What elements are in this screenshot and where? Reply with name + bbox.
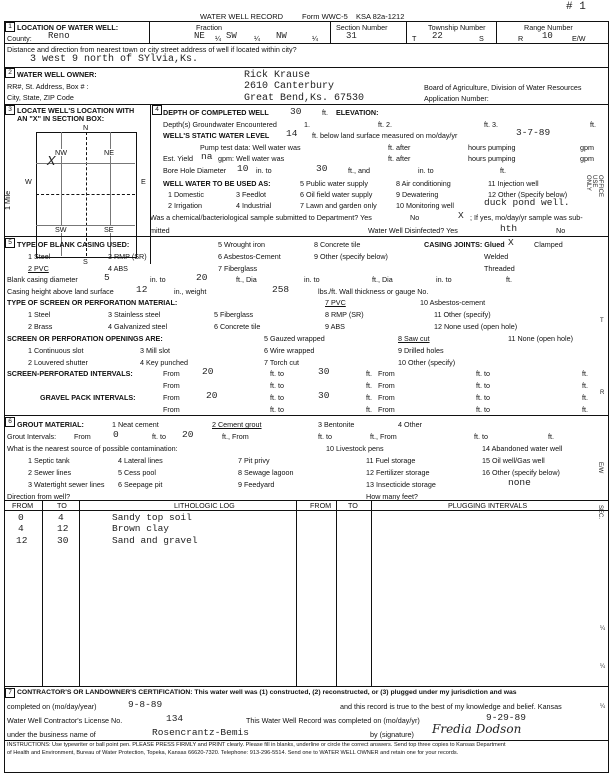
pump-after: ft. after bbox=[388, 143, 411, 152]
use-12: 12 Other (Specify below) bbox=[488, 190, 568, 199]
pump-hours: hours pumping bbox=[468, 143, 516, 152]
disinfect-no: No bbox=[556, 226, 566, 235]
grout-ft-to-2: ft. to bbox=[318, 432, 332, 441]
use-7: 7 Lawn and garden only bbox=[300, 201, 377, 210]
blank-dia-label: Blank casing diameter bbox=[7, 275, 78, 284]
sidebar-t: T bbox=[600, 318, 604, 324]
yield-after: ft. after bbox=[388, 154, 411, 163]
corner-note: # 1 bbox=[566, 1, 586, 13]
contam-6: 6 Seepage pit bbox=[118, 480, 163, 489]
township-value: 22 bbox=[432, 31, 443, 41]
grout-ft-from: ft., From bbox=[222, 432, 249, 441]
screen-4: 4 Galvanized steel bbox=[108, 322, 168, 331]
open-2: 2 Louvered shutter bbox=[28, 358, 88, 367]
county-value: Reno bbox=[48, 31, 70, 41]
gr-ft-to: ft. to bbox=[270, 393, 284, 402]
bore-depth: 30 bbox=[316, 163, 328, 174]
quarter-3: ¼ bbox=[312, 34, 318, 43]
blank-dia-3: ft., Dia bbox=[372, 275, 393, 284]
gravel-from-value: 20 bbox=[206, 390, 218, 401]
se-label: SE bbox=[104, 225, 114, 234]
log-row-3-desc: Sand and gravel bbox=[112, 535, 198, 546]
owner-label: WATER WELL OWNER: bbox=[17, 70, 97, 79]
gw-1: 1. bbox=[304, 120, 310, 129]
contam-7: 7 Pit privy bbox=[238, 456, 270, 465]
depth-label: DEPTH OF COMPLETED WELL bbox=[163, 108, 269, 117]
casing-6: 6 Asbestos-Cement bbox=[218, 252, 281, 261]
certification-text: CONTRACTOR'S OR LANDOWNER'S CERTIFICATION: This water well was (1) constructed, (2) reconstructed, or (3) plugged under my jurisdiction and was bbox=[17, 689, 517, 696]
sw-label: SW bbox=[55, 225, 67, 234]
pump-test-label: Pump test data: Well water was bbox=[200, 143, 301, 152]
gr-from-row2b: From bbox=[378, 405, 395, 414]
open-8: 8 Saw cut bbox=[398, 334, 430, 343]
board-label: Board of Agriculture, Division of Water Resources bbox=[424, 83, 582, 92]
depth-value: 30 bbox=[290, 106, 302, 117]
contam-11: 11 Fuel storage bbox=[366, 456, 416, 465]
use-1: 1 Domestic bbox=[168, 190, 204, 199]
casing-8: 8 Concrete tile bbox=[314, 240, 361, 249]
openings-label: SCREEN OR PERFORATION OPENINGS ARE: bbox=[7, 334, 163, 343]
scr-from-label: From bbox=[163, 369, 180, 378]
township-prefix: T bbox=[412, 34, 417, 43]
owner-name: Rick Krause bbox=[244, 70, 311, 81]
contam-13: 13 Insecticide storage bbox=[366, 480, 436, 489]
yield-label: Est. Yield bbox=[163, 154, 193, 163]
sidebar-quarter-1: ¼ bbox=[600, 626, 606, 632]
use-4: 4 Industrial bbox=[236, 201, 272, 210]
gravel-label: GRAVEL PACK INTERVALS: bbox=[40, 393, 136, 402]
gr-ft-to-row2b: ft. to bbox=[476, 405, 490, 414]
open-6: 6 Wire wrapped bbox=[264, 346, 315, 355]
scr-from-row2b: From bbox=[378, 381, 395, 390]
groundwater-label: Depth(s) Groundwater Encountered bbox=[163, 120, 277, 129]
casing-height-label: Casing height above land surface bbox=[7, 287, 114, 296]
county-label: County: bbox=[7, 34, 32, 43]
log-row-2-desc: Brown clay bbox=[112, 523, 170, 534]
nw-label: NW bbox=[55, 148, 67, 157]
blank-in-to-2: in. to bbox=[304, 275, 320, 284]
log-row-1-desc: Sandy top soil bbox=[112, 512, 192, 523]
use-other-value: duck pond well. bbox=[484, 197, 570, 208]
gr-ft-row2: ft. bbox=[366, 405, 372, 414]
contamination-other-value: none bbox=[508, 477, 531, 488]
screen-5: 5 Fiberglass bbox=[214, 310, 254, 319]
contam-12: 12 Fertilizer storage bbox=[366, 468, 430, 477]
depth-ft: ft. bbox=[322, 108, 328, 117]
south-label: S bbox=[83, 257, 88, 266]
bore-ft: ft. bbox=[500, 166, 506, 175]
log-header-from: FROM bbox=[12, 501, 34, 510]
range-dir: E/W bbox=[572, 34, 586, 43]
scr-ft-to-row2b: ft. to bbox=[476, 381, 490, 390]
screen-3: 3 Stainless steel bbox=[108, 310, 161, 319]
bore-ft-and: ft., and bbox=[348, 166, 370, 175]
gr-ft-to-row2: ft. to bbox=[270, 405, 284, 414]
sidebar-r: R bbox=[600, 390, 605, 396]
contam-3: 3 Watertight sewer lines bbox=[28, 480, 105, 489]
sidebar-sec: SEC. bbox=[597, 505, 603, 520]
submitted-label: mitted bbox=[150, 226, 170, 235]
open-1: 1 Continuous slot bbox=[28, 346, 84, 355]
use-3: 3 Feedlot bbox=[236, 190, 266, 199]
yield-gpm: gpm: Well water was bbox=[218, 154, 285, 163]
use-8: 8 Air conditioning bbox=[396, 179, 451, 188]
grout-ft-to-3: ft. to bbox=[474, 432, 488, 441]
direction-label: Direction from well? bbox=[7, 492, 71, 501]
completed-value: 9-8-89 bbox=[128, 699, 163, 710]
fraction-1: NE bbox=[194, 31, 205, 41]
township-label: Township Number bbox=[428, 23, 486, 32]
section-2-number: 2 bbox=[5, 68, 15, 78]
contam-2: 2 Sewer lines bbox=[28, 468, 72, 477]
chem-rest: ; If yes, mo/day/yr sample was sub- bbox=[470, 213, 583, 222]
gr-from-label: From bbox=[163, 393, 180, 402]
casing-9: 9 Other (specify below) bbox=[314, 252, 388, 261]
use-9: 9 Dewatering bbox=[396, 190, 439, 199]
log-row-3-to: 30 bbox=[57, 535, 69, 546]
yield-gpm-end: gpm bbox=[580, 154, 594, 163]
form-title: WATER WELL RECORD bbox=[200, 12, 284, 21]
contam-8: 8 Sewage lagoon bbox=[238, 468, 294, 477]
joints-clamped: Clamped bbox=[534, 240, 563, 249]
open-5: 5 Gauzed wrapped bbox=[264, 334, 325, 343]
yield-value: na bbox=[201, 151, 213, 162]
log-header-from-2: FROM bbox=[310, 501, 332, 510]
log-row-2-from: 4 bbox=[18, 523, 24, 534]
grout-from-label: From bbox=[74, 432, 91, 441]
log-row-3-from: 12 bbox=[16, 535, 28, 546]
gr-ft-end: ft. bbox=[582, 393, 588, 402]
screen-11: 11 Other (specify) bbox=[434, 310, 491, 319]
casing-4: 4 ABS bbox=[108, 264, 128, 273]
joints-mark: X bbox=[508, 237, 514, 248]
casing-height-value: 12 bbox=[136, 284, 148, 295]
quarter-1: ¼ bbox=[215, 34, 221, 43]
open-11: 11 None (open hole) bbox=[508, 334, 573, 343]
office-use-label: OFFICE USE ONLY bbox=[585, 175, 603, 197]
grout-from-value: 0 bbox=[113, 429, 119, 440]
open-4: 4 Key punched bbox=[140, 358, 188, 367]
open-10: 10 Other (specify) bbox=[398, 358, 456, 367]
contam-5: 5 Cess pool bbox=[118, 468, 156, 477]
gr-ft: ft. bbox=[366, 393, 372, 402]
joints-welded: Welded bbox=[484, 252, 509, 261]
weight-value: 258 bbox=[272, 284, 290, 295]
contamination-label: What is the nearest source of possible contamination: bbox=[7, 444, 178, 453]
contam-16: 16 Other (specify below) bbox=[482, 468, 560, 477]
form-number: Form WWC-5 bbox=[302, 12, 348, 21]
range-value: 10 bbox=[542, 31, 553, 41]
sidebar-quarter-2: ¼ bbox=[600, 664, 606, 670]
disinfect-label: Water Well Disinfected? Yes bbox=[368, 226, 458, 235]
pump-gpm: gpm bbox=[580, 143, 594, 152]
distance-value: 3 west 9 north of SYlvia,Ks. bbox=[30, 54, 199, 65]
casing-7: 7 Fiberglass bbox=[218, 264, 258, 273]
use-5: 5 Public water supply bbox=[300, 179, 368, 188]
elevation-label: ELEVATION: bbox=[336, 108, 379, 117]
cert-text-2: and this record is true to the best of my knowledge and belief. Kansas bbox=[340, 702, 562, 711]
static-level-date: 3-7-89 bbox=[516, 127, 551, 138]
business-value: Rosencrantz-Bemis bbox=[152, 727, 249, 738]
section-7-number: 7 bbox=[5, 688, 15, 698]
gw-3: ft. 3. bbox=[484, 120, 498, 129]
contam-15: 15 Oil well/Gas well bbox=[482, 456, 545, 465]
section-number-value: 31 bbox=[346, 31, 357, 41]
city-label: City, State, ZIP Code bbox=[7, 93, 74, 102]
locate-title-1: LOCATE WELL'S LOCATION WITH bbox=[17, 106, 135, 115]
casing-5: 5 Wrought iron bbox=[218, 240, 266, 249]
scr-ft-row2: ft. bbox=[366, 381, 372, 390]
contam-14: 14 Abandoned water well bbox=[482, 444, 563, 453]
grout-ft: ft. bbox=[548, 432, 554, 441]
east-label: E bbox=[141, 177, 146, 186]
license-label: Water Well Contractor's License No. bbox=[7, 716, 123, 725]
static-level-value: 14 bbox=[286, 128, 298, 139]
use-2: 2 Irrigation bbox=[168, 201, 202, 210]
screen-to-value: 30 bbox=[318, 366, 330, 377]
gravel-to-value: 30 bbox=[318, 390, 330, 401]
casing-1: 1 Steel bbox=[28, 252, 51, 261]
bore-label: Bore Hole Diameter bbox=[163, 166, 227, 175]
business-label: under the business name of bbox=[7, 730, 96, 739]
section-4-number: 4 bbox=[152, 105, 162, 115]
sidebar-ew: E/W bbox=[597, 462, 603, 474]
screen-9: 9 ABS bbox=[325, 322, 345, 331]
grout-label: GROUT MATERIAL: bbox=[17, 420, 84, 429]
use-label: WELL WATER TO BE USED AS: bbox=[163, 179, 271, 188]
city-value: Great Bend,Ks. 67530 bbox=[244, 93, 365, 104]
scr-ft-end-row2: ft. bbox=[582, 381, 588, 390]
signature: Fredia Dodson bbox=[432, 722, 522, 736]
completed-label: completed on (mo/day/year) bbox=[7, 702, 97, 711]
screen-7: 7 PVC bbox=[325, 298, 346, 307]
how-many-feet-label: How many feet? bbox=[366, 492, 418, 501]
bore-in-to-2: in. to bbox=[418, 166, 434, 175]
grout-ft-from-2: ft., From bbox=[370, 432, 397, 441]
north-label: N bbox=[83, 123, 89, 132]
ksa-number: KSA 82a-1212 bbox=[356, 12, 405, 21]
fraction-label: Fraction bbox=[196, 23, 222, 32]
contam-4: 4 Lateral lines bbox=[118, 456, 163, 465]
section-5-number: 5 bbox=[5, 238, 15, 248]
yield-hours: hours pumping bbox=[468, 154, 516, 163]
screen-6: 6 Concrete tile bbox=[214, 322, 261, 331]
screen-10: 10 Asbestos-cement bbox=[420, 298, 486, 307]
contam-9: 9 Feedyard bbox=[238, 480, 275, 489]
grout-intervals-label: Grout Intervals: bbox=[7, 432, 57, 441]
log-row-1-to: 4 bbox=[58, 512, 64, 523]
log-row-2-to: 12 bbox=[57, 523, 69, 534]
log-header-lithologic: LITHOLOGIC LOG bbox=[174, 501, 235, 510]
gr-from-row2: From bbox=[163, 405, 180, 414]
instructions-line-1: INSTRUCTIONS: Use typewriter or ball point pen. PLEASE PRESS FIRMLY and PRINT clearly. Please fill in blanks, underline or circle the correct answers. Send top three copies to Kansas Department bbox=[7, 742, 506, 748]
location-label: LOCATION OF WATER WELL: bbox=[17, 23, 119, 32]
blank-in-to: in. to bbox=[150, 275, 166, 284]
log-header-plugging: PLUGGING INTERVALS bbox=[448, 501, 528, 510]
grout-2: 2 Cement grout bbox=[212, 420, 262, 429]
scr-from-row2: From bbox=[163, 381, 180, 390]
gr-from-2: From bbox=[378, 393, 395, 402]
log-row-1-from: 0 bbox=[18, 512, 24, 523]
grout-1: 1 Neat cement bbox=[112, 420, 159, 429]
chem-no: No bbox=[410, 213, 420, 222]
casing-label: TYPE OF BLANK CASING USED: bbox=[17, 240, 130, 249]
license-value: 134 bbox=[166, 713, 184, 724]
use-6: 6 Oil field water supply bbox=[300, 190, 373, 199]
township-dir: S bbox=[479, 34, 484, 43]
gr-ft-end-row2: ft. bbox=[582, 405, 588, 414]
open-9: 9 Drilled holes bbox=[398, 346, 444, 355]
sidebar-quarter-3: ¼ bbox=[600, 704, 606, 710]
west-label: W bbox=[25, 177, 32, 186]
blank-in-to-3: in. to bbox=[436, 275, 452, 284]
blank-dia-2: ft., Dia bbox=[236, 275, 257, 284]
screen-8: 8 RMP (SR) bbox=[325, 310, 364, 319]
application-label: Application Number: bbox=[424, 94, 489, 103]
quarter-2: ¼ bbox=[254, 34, 260, 43]
open-3: 3 Mill slot bbox=[140, 346, 170, 355]
gr-ft-to-2: ft. to bbox=[476, 393, 490, 402]
range-label: Range Number bbox=[524, 23, 573, 32]
section-3-number: 3 bbox=[5, 105, 15, 115]
scr-ft-to-2: ft. to bbox=[476, 369, 490, 378]
gw-4: ft. bbox=[590, 120, 596, 129]
fraction-3: NW bbox=[276, 31, 287, 41]
fraction-2: SW bbox=[226, 31, 237, 41]
static-level-rest: ft. below land surface measured on mo/day/yr bbox=[312, 131, 458, 140]
open-7: 7 Torch cut bbox=[264, 358, 300, 367]
address-label: RR#, St. Address, Box # : bbox=[7, 82, 89, 91]
casing-3: 3 RMP (SR) bbox=[108, 252, 147, 261]
screen-12: 12 None used (open hole) bbox=[434, 322, 518, 331]
bore-diameter: 10 bbox=[237, 163, 249, 174]
section-1-number: 1 bbox=[5, 22, 15, 32]
use-11: 11 Injection well bbox=[488, 179, 539, 188]
blank-to-value: 20 bbox=[196, 272, 208, 283]
screen-label: TYPE OF SCREEN OR PERFORATION MATERIAL: bbox=[7, 298, 178, 307]
chem-sample-label: Was a chemical/bacteriological sample submitted to Department? Yes bbox=[150, 213, 372, 222]
contam-10: 10 Livestock pens bbox=[326, 444, 384, 453]
disinfect-value: hth bbox=[500, 223, 518, 234]
by-signature-label: by (signature) bbox=[370, 730, 414, 739]
section-number-label: Section Number bbox=[336, 23, 388, 32]
weight-label: in., weight bbox=[174, 287, 207, 296]
locate-title-2: AN "X" IN SECTION BOX: bbox=[17, 114, 105, 123]
distance-label: Distance and direction from nearest town or city street address of well if located within city? bbox=[7, 45, 297, 54]
log-header-to-2: TO bbox=[348, 501, 358, 510]
joints-threaded: Threaded bbox=[484, 264, 515, 273]
bore-in-to: in. to bbox=[256, 166, 272, 175]
scr-from-2: From bbox=[378, 369, 395, 378]
grout-4: 4 Other bbox=[398, 420, 422, 429]
ne-label: NE bbox=[104, 148, 114, 157]
casing-2: 2 PVC bbox=[28, 264, 49, 273]
instructions-line-2: of Health and Environment, Bureau of Water Protection, Topeka, Kansas 66620-7320. Telephone: 913-296-5514. Send one to WATER WELL OWNER and retain one for your records. bbox=[7, 750, 459, 756]
grout-to-value: 20 bbox=[182, 429, 194, 440]
mile-label: 1 Mile bbox=[3, 190, 12, 210]
scr-ft-from: ft. bbox=[366, 369, 372, 378]
gw-2: ft. 2. bbox=[378, 120, 392, 129]
scr-ft-end: ft. bbox=[582, 369, 588, 378]
record-completed-label: This Water Well Record was completed on (mo/day/yr) bbox=[246, 716, 420, 725]
screen-intervals-label: SCREEN-PERFORATED INTERVALS: bbox=[7, 369, 133, 378]
range-prefix: R bbox=[518, 34, 524, 43]
grout-3: 3 Bentonite bbox=[318, 420, 355, 429]
weight-rest: lbs./ft. Wall thickness or gauge No. bbox=[318, 287, 429, 296]
joints-label: CASING JOINTS: Glued bbox=[424, 240, 505, 249]
address-value: 2610 Canterbury bbox=[244, 81, 335, 92]
chem-no-mark: X bbox=[458, 210, 464, 221]
scr-ft-to: ft. to bbox=[270, 369, 284, 378]
log-header-to: TO bbox=[57, 501, 67, 510]
screen-from-value: 20 bbox=[202, 366, 214, 377]
screen-2: 2 Brass bbox=[28, 322, 53, 331]
blank-ft: ft. bbox=[506, 275, 512, 284]
section-6-number: 6 bbox=[5, 417, 15, 427]
record-completed-value: 9-29-89 bbox=[486, 712, 526, 723]
contam-1: 1 Septic tank bbox=[28, 456, 70, 465]
blank-dia-value: 5 bbox=[104, 272, 110, 283]
screen-1: 1 Steel bbox=[28, 310, 51, 319]
well-location-mark: X bbox=[47, 154, 56, 170]
use-10: 10 Monitoring well bbox=[396, 201, 454, 210]
scr-ft-to-row2: ft. to bbox=[270, 381, 284, 390]
static-level-label: WELL'S STATIC WATER LEVEL bbox=[163, 131, 270, 140]
grout-ft-to: ft. to bbox=[152, 432, 166, 441]
